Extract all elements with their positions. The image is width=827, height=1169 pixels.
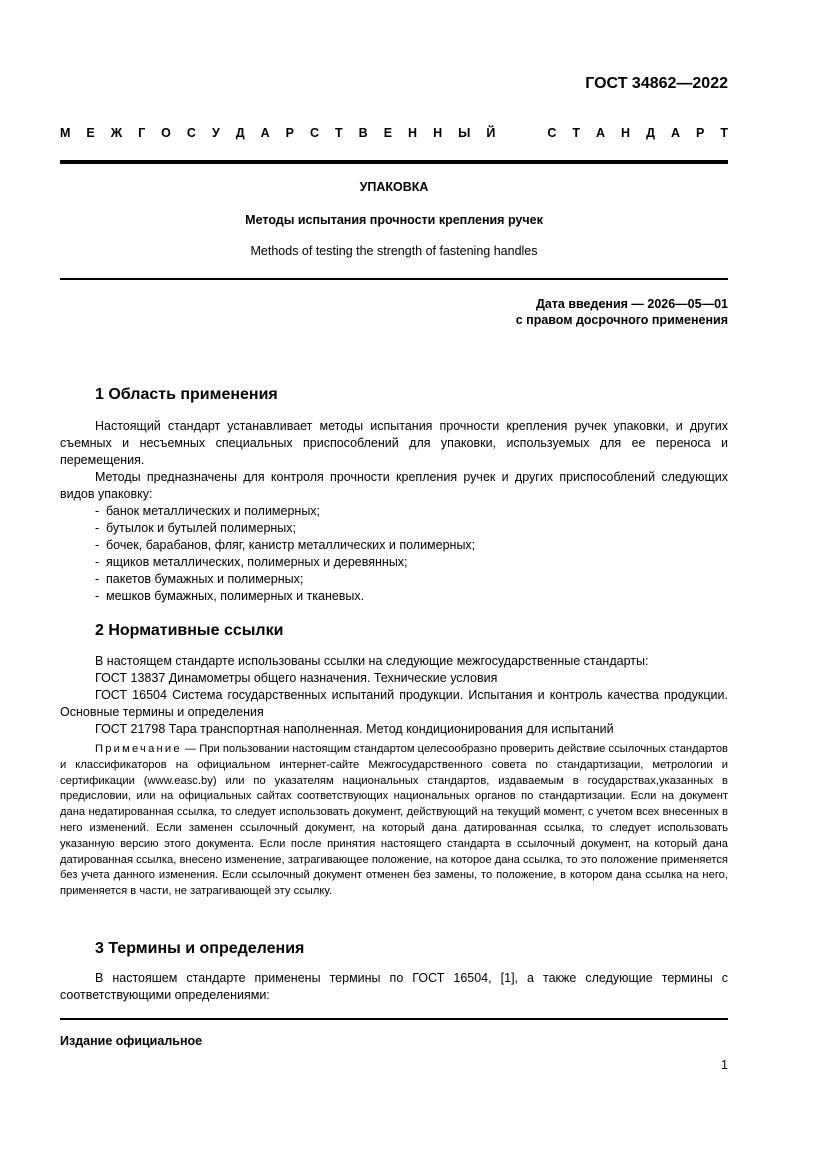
section-3-body: [60, 970, 728, 1004]
banner-letter: Г: [138, 126, 146, 140]
banner-letter: Н: [408, 126, 418, 140]
banner-word-gap: [511, 126, 531, 140]
gost-number: ГОСТ 34862—2022: [585, 75, 728, 92]
banner-letter: Т: [720, 126, 728, 140]
packaging-types-list: [60, 503, 728, 605]
official-edition-label: Издание официальное: [60, 1034, 203, 1048]
banner-letter: С: [547, 126, 557, 140]
banner-letter: Е: [86, 126, 95, 140]
section-1-body: [60, 418, 728, 605]
footer-rule: [60, 1018, 728, 1020]
introduction-date-line: Дата введения — 2026—05—01: [535, 297, 728, 311]
document-title: УПАКОВКА: [359, 180, 429, 194]
list-item: - ящиков металлических, полимерных и деревянных;: [95, 555, 408, 569]
banner-letter: Н: [433, 126, 443, 140]
list-item: - бочек, барабанов, фляг, канистр металлических и полимерных;: [95, 538, 476, 552]
banner-letter: Д: [646, 126, 655, 140]
list-item: - бутылок и бутылей полимерных;: [95, 521, 297, 535]
introduction-date: [516, 296, 728, 328]
banner-letter: Н: [621, 126, 631, 140]
list-item: - пакетов бумажных и полимерных;: [95, 572, 304, 586]
banner-letter: А: [260, 126, 270, 140]
banner-letter: Т: [335, 126, 343, 140]
banner-letter: Ы: [458, 126, 471, 140]
banner-letter: Р: [285, 126, 294, 140]
header-rule: [60, 160, 728, 164]
banner-letter: Т: [572, 126, 581, 140]
section-1-paragraph: Настоящий стандарт устанавливает методы испытания прочности крепления ручек упаковки, и других съемных и несъемных специальных приспособлений для упаковки, используемых для ее переноса и перемещения.: [60, 419, 728, 467]
banner-letter: А: [670, 126, 681, 140]
section-3-heading: 3 Термины и определения: [95, 940, 305, 957]
normative-reference: ГОСТ 13837 Динамометры общего назначения. Технические условия: [95, 671, 498, 685]
section-3-paragraph: В настояшем стандарте применены термины по ГОСТ 16504, [1], а также следующие термины с соответствующими определениями:: [60, 971, 728, 1002]
banner-letter: У: [211, 126, 220, 140]
banner-letter: В: [358, 126, 368, 140]
banner-letter: Е: [383, 126, 393, 140]
early-application-line: с правом досрочного применения: [515, 313, 728, 327]
banner-letter: Й: [486, 126, 496, 140]
section-1-paragraph: Методы предназначены для контроля прочности крепления ручек и других приспособлений следующих видов упаковку:: [60, 470, 728, 501]
banner-letter: Д: [235, 126, 245, 140]
banner-letter: Р: [696, 126, 705, 140]
banner-letter: О: [161, 126, 171, 140]
reference-note: [60, 742, 728, 900]
banner-letter: М: [60, 126, 71, 140]
section-2-heading: 2 Нормативные ссылки: [95, 622, 284, 639]
list-item: - мешков бумажных, полимерных и тканевых.: [95, 589, 365, 603]
document-subtitle-ru: Методы испытания прочности крепления ручек: [245, 213, 543, 227]
banner-letter: А: [596, 126, 606, 140]
banner-letter: Ж: [110, 126, 123, 140]
note-label: Примечание: [95, 743, 182, 755]
normative-reference: ГОСТ 21798 Тара транспортная наполненная. Метод кондиционирования для испытаний: [95, 722, 614, 736]
banner-letter: С: [186, 126, 196, 140]
list-item: - банок металлических и полимерных;: [95, 504, 321, 518]
title-rule: [60, 278, 728, 280]
page-number: 1: [721, 1058, 728, 1072]
section-2-body: [60, 653, 728, 738]
interstate-standard-banner: [60, 126, 728, 140]
document-subtitle-en: Methods of testing the strength of fastening handles: [250, 244, 538, 258]
section-1-heading: 1 Область применения: [95, 386, 278, 403]
banner-letter: С: [310, 126, 320, 140]
section-2-paragraph: В настоящем стандарте использованы ссылки на следующие межгосударственные стандарты:: [95, 654, 649, 668]
normative-reference: ГОСТ 16504 Система государственных испытаний продукции. Испытания и контроль качества продукции. Основные термины и определения: [60, 688, 728, 719]
note-text: — При пользовании настоящим стандартом целесообразно проверить действие ссылочных стандартов и классификаторов на официальном интернет-сайте Межгосударственного совета по стандартизации, метрологии и сертификации (www.easc.by) или по указателям национальных стандартов, издаваемым в государствах,указанных в предисловии, или на официальных сайтах соответствующих национальных органов по стандартизации. Если на документ дана недатированная ссылка, то следует использовать документ, действующий на текущий момент, с учетом всех внесенных в него изменений. Если заменен ссылочный документ, на который дана датированная ссылка, то следует использовать указанную версию этого документа. Если после принятия настоящего стандарта в ссылочный документ, на который дана датированная ссылка, внесено изменение, затрагивающее положение, на которое дана ссылка, то это положение применяется без учета данного изменения. Если ссылочный документ отменен без замены, то положение, в котором дана ссылка на него, применяется в части, не затрагивающей эту ссылку.: [60, 743, 728, 898]
